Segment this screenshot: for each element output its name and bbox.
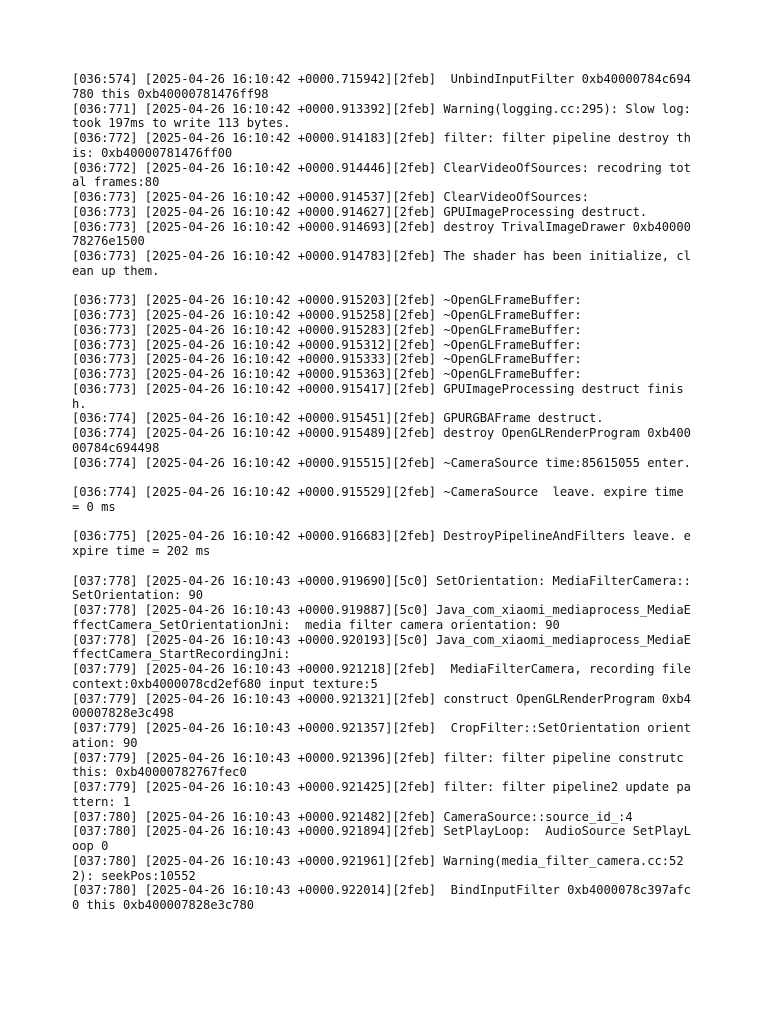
log-line: [037:779] [2025-04-26 16:10:43 +0000.921396][2feb] filter: filter pipeline construtc this: 0xb40000782767fec0 <box>72 750 691 780</box>
log-line: [037:780] [2025-04-26 16:10:43 +0000.921482][2feb] CameraSource::source_id_:4 <box>72 809 633 824</box>
log-line: [036:574] [2025-04-26 16:10:42 +0000.715942][2feb] UnbindInputFilter 0xb40000784c694780 this 0xb40000781476ff98 <box>72 72 691 101</box>
log-line: [036:774] [2025-04-26 16:10:42 +0000.915451][2feb] GPURGBAFrame destruct. <box>72 411 604 426</box>
log-line: [036:773] [2025-04-26 16:10:42 +0000.915312][2feb] ~OpenGLFrameBuffer: <box>72 337 582 352</box>
blank-line <box>72 559 696 574</box>
log-line: [037:778] [2025-04-26 16:10:43 +0000.919887][5c0] Java_com_xiaomi_mediaprocess_MediaEffectCamera_SetOrientationJni: media filter camera orientation: 90 <box>72 603 691 632</box>
log-line: [036:774] [2025-04-26 16:10:42 +0000.915515][2feb] ~CameraSource time:85615055 enter. <box>72 455 691 470</box>
log-line: [036:773] [2025-04-26 16:10:42 +0000.915258][2feb] ~OpenGLFrameBuffer: <box>72 308 582 322</box>
log-line: [036:773] [2025-04-26 16:10:42 +0000.915333][2feb] ~OpenGLFrameBuffer: <box>72 352 582 367</box>
log-line: [036:773] [2025-04-26 16:10:42 +0000.915283][2feb] ~OpenGLFrameBuffer: <box>72 322 582 337</box>
log-line: [037:779] [2025-04-26 16:10:43 +0000.921425][2feb] filter: filter pipeline2 update pattern: 1 <box>72 780 691 809</box>
log-line: [037:778] [2025-04-26 16:10:43 +0000.920193][5c0] Java_com_xiaomi_mediaprocess_MediaEffectCamera_StartRecordingJni: <box>72 632 691 662</box>
log-line: [036:773] [2025-04-26 16:10:42 +0000.915417][2feb] GPUImageProcessing destruct finish. <box>72 381 684 411</box>
blank-line <box>72 515 696 530</box>
log-line: [036:771] [2025-04-26 16:10:42 +0000.913392][2feb] Warning(logging.cc:295): Slow log: took 197ms to write 113 bytes. <box>72 101 699 131</box>
log-line: [036:773] [2025-04-26 16:10:42 +0000.914783][2feb] The shader has been initialize, clean up them. <box>72 249 691 278</box>
log-line: [037:780] [2025-04-26 16:10:43 +0000.922014][2feb] BindInputFilter 0xb4000078c397afc0 this 0xb400007828e3c780 <box>72 883 691 912</box>
log-document <box>72 72 699 913</box>
log-line: [036:773] [2025-04-26 16:10:42 +0000.915363][2feb] ~OpenGLFrameBuffer: <box>72 367 582 381</box>
log-line: [036:774] [2025-04-26 16:10:42 +0000.915489][2feb] destroy OpenGLRenderProgram 0xb40000784c694498 <box>72 426 691 455</box>
log-line: [037:779] [2025-04-26 16:10:43 +0000.921321][2feb] construct OpenGLRenderProgram 0xb400007828e3c498 <box>72 691 691 721</box>
log-line: [036:774] [2025-04-26 16:10:42 +0000.915529][2feb] ~CameraSource leave. expire time = 0 ms <box>72 485 691 514</box>
log-line: [037:780] [2025-04-26 16:10:43 +0000.921894][2feb] SetPlayLoop: AudioSource SetPlayLoop 0 <box>72 824 691 853</box>
log-line: [036:773] [2025-04-26 16:10:42 +0000.914627][2feb] GPUImageProcessing destruct. <box>72 204 648 219</box>
blank-line <box>72 470 696 485</box>
log-line: [036:772] [2025-04-26 16:10:42 +0000.914446][2feb] ClearVideoOfSources: recodring total frames:80 <box>72 160 691 190</box>
log-line: [036:773] [2025-04-26 16:10:42 +0000.914537][2feb] ClearVideoOfSources: <box>72 190 589 204</box>
log-line: [037:779] [2025-04-26 16:10:43 +0000.921218][2feb] MediaFilterCamera, recording file context:0xb4000078cd2ef680 input texture:5 <box>72 662 699 691</box>
log-line: [036:775] [2025-04-26 16:10:42 +0000.916683][2feb] DestroyPipelineAndFilters leave. expire time = 202 ms <box>72 529 691 558</box>
log-line: [037:780] [2025-04-26 16:10:43 +0000.921961][2feb] Warning(media_filter_camera.cc:522): seekPos:10552 <box>72 853 684 883</box>
log-line: [036:772] [2025-04-26 16:10:42 +0000.914183][2feb] filter: filter pipeline destroy this: 0xb40000781476ff00 <box>72 131 691 160</box>
log-line: [036:773] [2025-04-26 16:10:42 +0000.914693][2feb] destroy TrivalImageDrawer 0xb4000078276e1500 <box>72 219 691 249</box>
log-line: [037:778] [2025-04-26 16:10:43 +0000.919690][5c0] SetOrientation: MediaFilterCamera:: SetOrientation: 90 <box>72 573 699 603</box>
blank-line <box>72 279 696 294</box>
log-line: [036:773] [2025-04-26 16:10:42 +0000.915203][2feb] ~OpenGLFrameBuffer: <box>72 293 582 308</box>
log-line: [037:779] [2025-04-26 16:10:43 +0000.921357][2feb] CropFilter::SetOrientation orientation: 90 <box>72 721 691 750</box>
